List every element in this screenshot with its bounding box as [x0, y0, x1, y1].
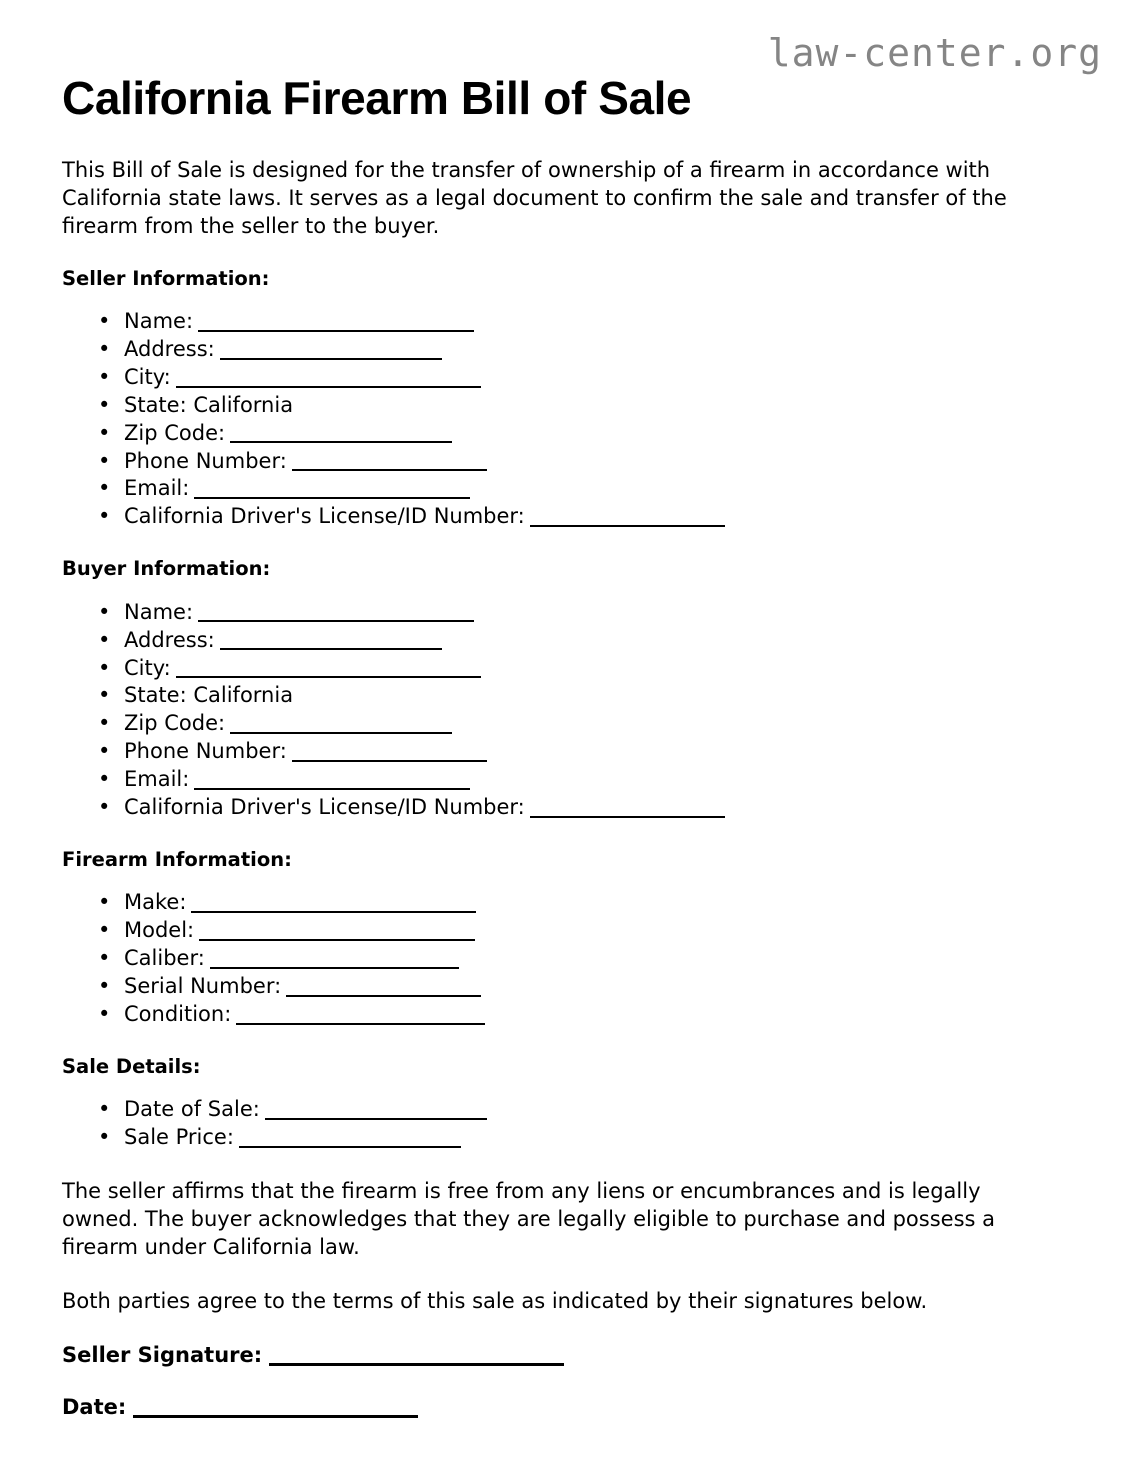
field-label: Email: — [124, 767, 190, 792]
seller-field-list — [62, 308, 1072, 531]
list-item — [98, 475, 1072, 503]
seller-signature-row — [62, 1342, 1072, 1370]
section-heading-buyer: Buyer Information: — [62, 557, 271, 581]
field-input-blank[interactable] — [194, 476, 470, 499]
section-heading-seller: Seller Information: — [62, 266, 270, 290]
field-label: Zip Code: — [124, 420, 226, 445]
field-input-blank[interactable] — [198, 599, 474, 622]
field-input-blank[interactable] — [239, 1125, 461, 1148]
field-input-blank[interactable] — [530, 504, 725, 527]
list-item — [98, 973, 1072, 1001]
field-label: City: — [124, 364, 171, 389]
field-input-blank[interactable] — [230, 711, 452, 734]
intro-paragraph: This Bill of Sale is designed for the transfer of ownership of a firearm in accordance with California state laws. It serves as a legal document to confirm the sale and transfer of the firearm from the seller to the buyer. — [62, 157, 1007, 238]
field-input-blank[interactable] — [530, 795, 725, 818]
field-input-blank[interactable] — [194, 767, 470, 790]
list-item — [98, 599, 1072, 627]
list-item — [98, 364, 1072, 392]
field-label: Serial Number: — [124, 974, 282, 999]
field-label: Date of Sale: — [124, 1097, 260, 1122]
field-label: California Driver's License/ID Number: — [124, 795, 525, 820]
list-item — [98, 1096, 1072, 1124]
list-item — [98, 682, 1072, 710]
field-input-blank[interactable] — [220, 627, 442, 650]
list-item — [98, 503, 1072, 531]
field-label: Phone Number: — [124, 739, 287, 764]
list-item — [98, 420, 1072, 448]
field-label: Phone Number: — [124, 448, 287, 473]
field-input-blank[interactable] — [176, 365, 481, 388]
field-label: Zip Code: — [124, 711, 226, 736]
field-input-blank[interactable] — [286, 974, 481, 997]
date-label: Date: — [62, 1395, 127, 1420]
field-label: California Driver's License/ID Number: — [124, 504, 525, 529]
field-label: Address: — [124, 627, 215, 652]
list-item — [98, 710, 1072, 738]
page-title: California Firearm Bill of Sale — [62, 72, 692, 124]
list-item — [98, 448, 1072, 476]
list-item — [98, 392, 1072, 420]
field-input-blank[interactable] — [176, 655, 481, 678]
watermark-law-center: law-center.org — [767, 31, 1102, 75]
field-label: City: — [124, 655, 171, 680]
field-input-blank[interactable] — [199, 918, 475, 941]
agreement-paragraph: Both parties agree to the terms of this sale as indicated by their signatures below. — [62, 1289, 928, 1314]
firearm-field-list — [62, 889, 1072, 1029]
field-label: Name: — [124, 308, 194, 333]
section-heading-firearm: Firearm Information: — [62, 848, 292, 872]
list-item — [98, 1001, 1072, 1029]
field-input-blank[interactable] — [292, 739, 487, 762]
seller-signature-input[interactable] — [269, 1342, 564, 1366]
field-input-blank[interactable] — [210, 946, 459, 969]
field-label: State: — [124, 392, 187, 417]
list-item — [98, 766, 1072, 794]
seller-signature-label: Seller Signature: — [62, 1343, 263, 1368]
sale-details-field-list — [62, 1096, 1072, 1152]
list-item — [98, 738, 1072, 766]
field-label: Make: — [124, 890, 187, 915]
list-item — [98, 1124, 1072, 1152]
field-label: Condition: — [124, 1002, 232, 1027]
field-label: Email: — [124, 476, 190, 501]
field-label: Sale Price: — [124, 1125, 234, 1150]
list-item — [98, 794, 1072, 822]
field-value: California — [186, 683, 294, 708]
list-item — [98, 917, 1072, 945]
field-input-blank[interactable] — [191, 890, 476, 913]
field-input-blank[interactable] — [220, 337, 442, 360]
list-item — [98, 336, 1072, 364]
field-input-blank[interactable] — [230, 420, 452, 443]
affirmation-paragraph: The seller affirms that the firearm is free from any liens or encumbrances and is legally owned. The buyer acknowledges that they are legally eligible to purchase and possess a firearm under California law. — [62, 1179, 996, 1260]
document-content — [62, 74, 1072, 1446]
field-input-blank[interactable] — [265, 1097, 487, 1120]
field-label: Address: — [124, 336, 215, 361]
list-item — [98, 627, 1072, 655]
field-label: Model: — [124, 918, 195, 943]
date-row — [62, 1394, 1072, 1422]
field-input-blank[interactable] — [292, 448, 487, 471]
field-label: State: — [124, 683, 187, 708]
list-item — [98, 308, 1072, 336]
field-input-blank[interactable] — [198, 309, 474, 332]
buyer-field-list — [62, 599, 1072, 822]
list-item — [98, 889, 1072, 917]
list-item — [98, 945, 1072, 973]
date-input[interactable] — [133, 1394, 418, 1418]
field-input-blank[interactable] — [236, 1002, 485, 1025]
field-value: California — [186, 392, 294, 417]
field-label: Name: — [124, 599, 194, 624]
list-item — [98, 655, 1072, 683]
section-heading-sale-details: Sale Details: — [62, 1055, 201, 1079]
field-label: Caliber: — [124, 946, 205, 971]
